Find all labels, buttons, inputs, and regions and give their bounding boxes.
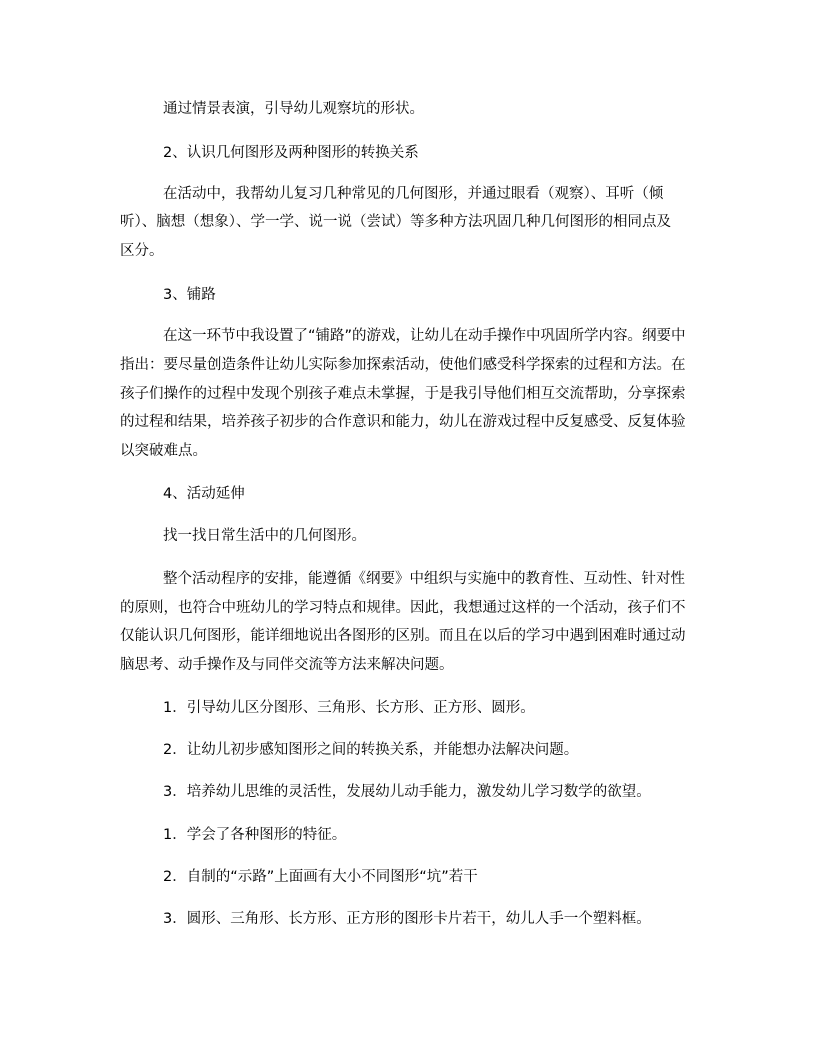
paragraph-text: 孩子们操作的过程中发现个别孩子难点未掌握，于是我引导他们相互交流帮助，分享探索 xyxy=(120,386,686,402)
paragraph-text: 仅能认识几何图形，能详细地说出各图形的区别。而且在以后的学习中遇到困难时通过动 xyxy=(120,628,686,644)
paragraph-text: 通过情景表演，引导幼儿观察坑的形状。 xyxy=(163,101,424,117)
paragraph-text: 在这一环节中我设置了“铺路”的游戏，让幼儿在动手操作中巩固所学内容。纲要中 xyxy=(163,328,686,344)
paragraph-text: 找一找日常生活中的几何图形。 xyxy=(163,528,366,544)
paragraph-text: 听）、脑想（想象）、学一学、说一说（尝试）等多种方法巩固几种几何图形的相同点及 xyxy=(120,214,671,230)
paragraph-text: 区分。 xyxy=(120,243,164,259)
paragraph-text: 脑思考、动手操作及与同伴交流等方法来解决问题。 xyxy=(120,657,454,673)
paragraph-text: 指出：要尽量创造条件让幼儿实际参加探索活动，使他们感受科学探索的过程和方法。在 xyxy=(120,357,686,373)
list-item: 2．自制的“示路”上面画有大小不同图形“坑”若干 xyxy=(163,869,478,885)
paragraph-text: 以突破难点。 xyxy=(120,443,207,459)
list-item: 1．引导幼儿区分图形、三角形、长方形、正方形、圆形。 xyxy=(163,700,535,716)
section-heading: 3、铺路 xyxy=(163,287,216,303)
paragraph-text: 在活动中，我帮幼儿复习几种常见的几何图形，并通过眼看（观察）、耳听（倾 xyxy=(163,186,664,202)
section-heading: 4、活动延伸 xyxy=(163,486,245,502)
section-heading: 2、认识几何图形及两种图形的转换关系 xyxy=(163,145,419,161)
list-item: 3．圆形、三角形、长方形、正方形的图形卡片若干，幼儿人手一个塑料框。 xyxy=(163,911,651,927)
paragraph-text: 的原则，也符合中班幼儿的学习特点和规律。因此，我想通过这样的一个活动，孩子们不 xyxy=(120,600,686,616)
list-item: 1．学会了各种图形的特征。 xyxy=(163,827,347,843)
list-item: 2．让幼儿初步感知图形之间的转换关系，并能想办法解决问题。 xyxy=(163,742,579,758)
list-item: 3．培养幼儿思维的灵活性，发展幼儿动手能力，激发幼儿学习数学的欲望。 xyxy=(163,784,651,800)
paragraph-text: 整个活动程序的安排，能遵循《纲要》中组织与实施中的教育性、互动性、针对性 xyxy=(163,571,685,587)
paragraph-text: 的过程和结果，培养孩子初步的合作意识和能力，幼儿在游戏过程中反复感受、反复体验 xyxy=(120,414,686,430)
